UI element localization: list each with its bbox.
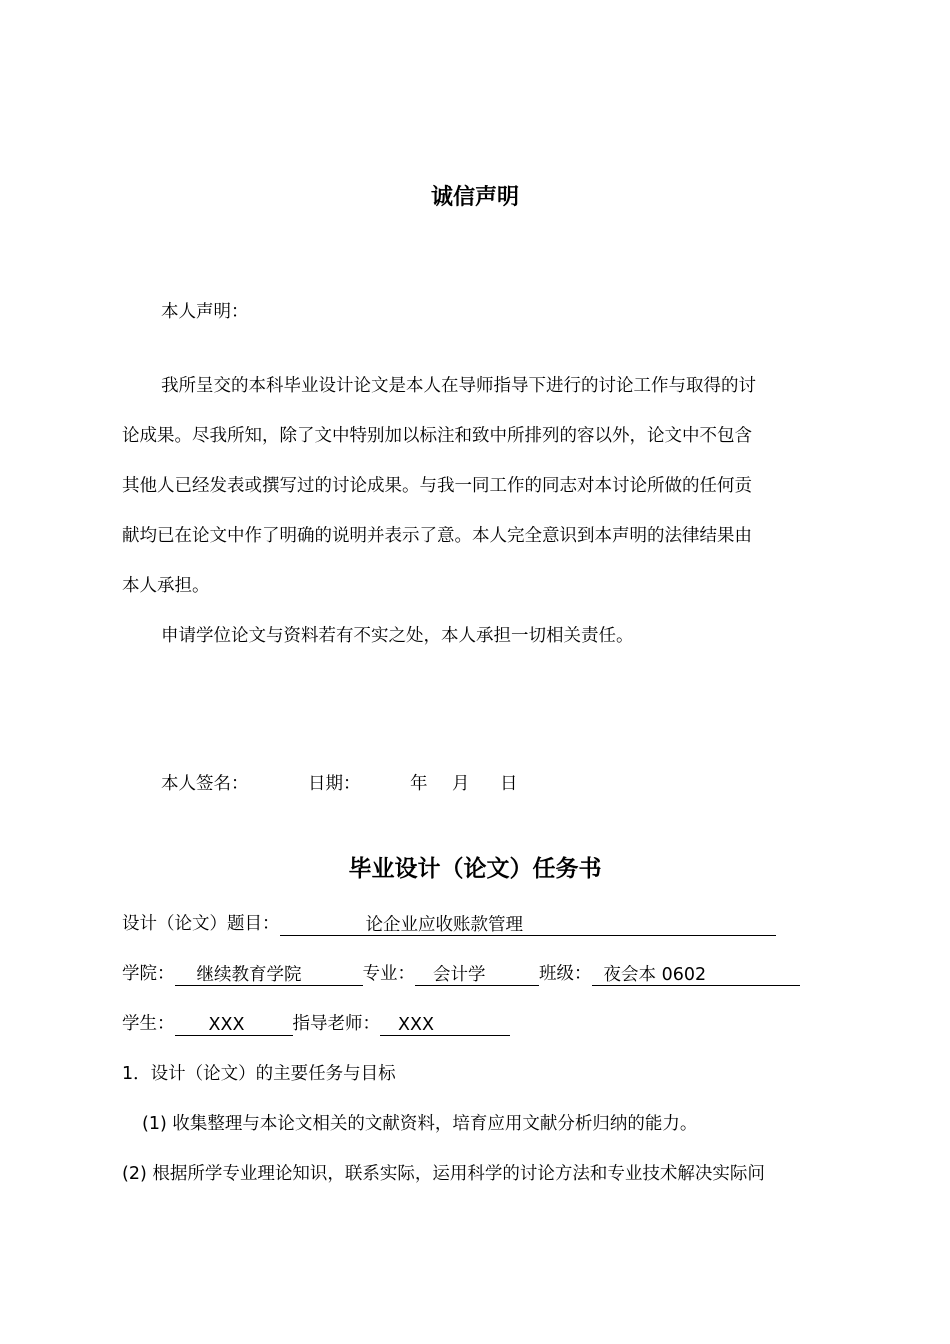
taskbook-title: 毕业设计（论文）任务书 (348, 856, 602, 882)
class-field (592, 963, 800, 986)
declaration-para-line-5: 本人承担。 (122, 576, 210, 596)
topic-value: 论企业应收账款管理 (365, 915, 523, 935)
college-field (175, 963, 363, 986)
declaration-para-line-2: 论成果。尽我所知，除了文中特别加以标注和致中所排列的容以外，论文中不包含 (122, 426, 752, 446)
advisor-field (380, 1013, 510, 1036)
date-month: 月 (452, 774, 470, 794)
declaration-intro: 本人声明： (161, 302, 249, 322)
topic-row (122, 912, 776, 936)
topic-label: 设计（论文）题目： (122, 914, 280, 934)
advisor-value: XXX (398, 1015, 434, 1035)
signature-label: 本人签名： (161, 774, 249, 794)
date-day: 日 (500, 774, 518, 794)
college-value: 继续教育学院 (196, 965, 302, 985)
major-label: 专业： (362, 964, 415, 984)
declaration-para-line-1: 我所呈交的本科毕业设计论文是本人在导师指导下进行的讨论工作与取得的讨 (161, 376, 756, 396)
task-item-1: (1) 收集整理与本论文相关的文献资料，培育应用文献分析归纳的能力。 (142, 1114, 698, 1134)
advisor-label: 指导老师： (292, 1014, 380, 1034)
major-value: 会计学 (433, 965, 486, 985)
declaration-para-line-4: 献均已在论文中作了明确的说明并表示了意。本人完全意识到本声明的法律结果由 (122, 526, 752, 546)
student-field (175, 1013, 293, 1036)
declaration-para-2: 申请学位论文与资料若有不实之处，本人承担一切相关责任。 (161, 626, 634, 646)
major-field (415, 963, 539, 986)
task-item-2: (2) 根据所学专业理论知识，联系实际，运用科学的讨论方法和专业技术解决实际问 (122, 1164, 765, 1184)
declaration-title: 诚信声明 (430, 185, 519, 210)
date-label: 日期： (308, 774, 361, 794)
section-1-heading: 1．设计（论文）的主要任务与目标 (122, 1064, 396, 1084)
college-label: 学院： (122, 964, 175, 984)
declaration-para-line-3: 其他人已经发表或撰写过的讨论成果。与我一同工作的同志对本讨论所做的任何贡 (122, 476, 752, 496)
topic-field (280, 913, 776, 936)
student-label: 学生： (122, 1014, 175, 1034)
student-row (122, 1012, 510, 1036)
college-row (122, 962, 800, 986)
class-label: 班级： (539, 964, 592, 984)
student-value: XXX (208, 1015, 245, 1035)
class-value: 夜会本 0602 (603, 965, 707, 985)
date-year: 年 (410, 774, 428, 794)
